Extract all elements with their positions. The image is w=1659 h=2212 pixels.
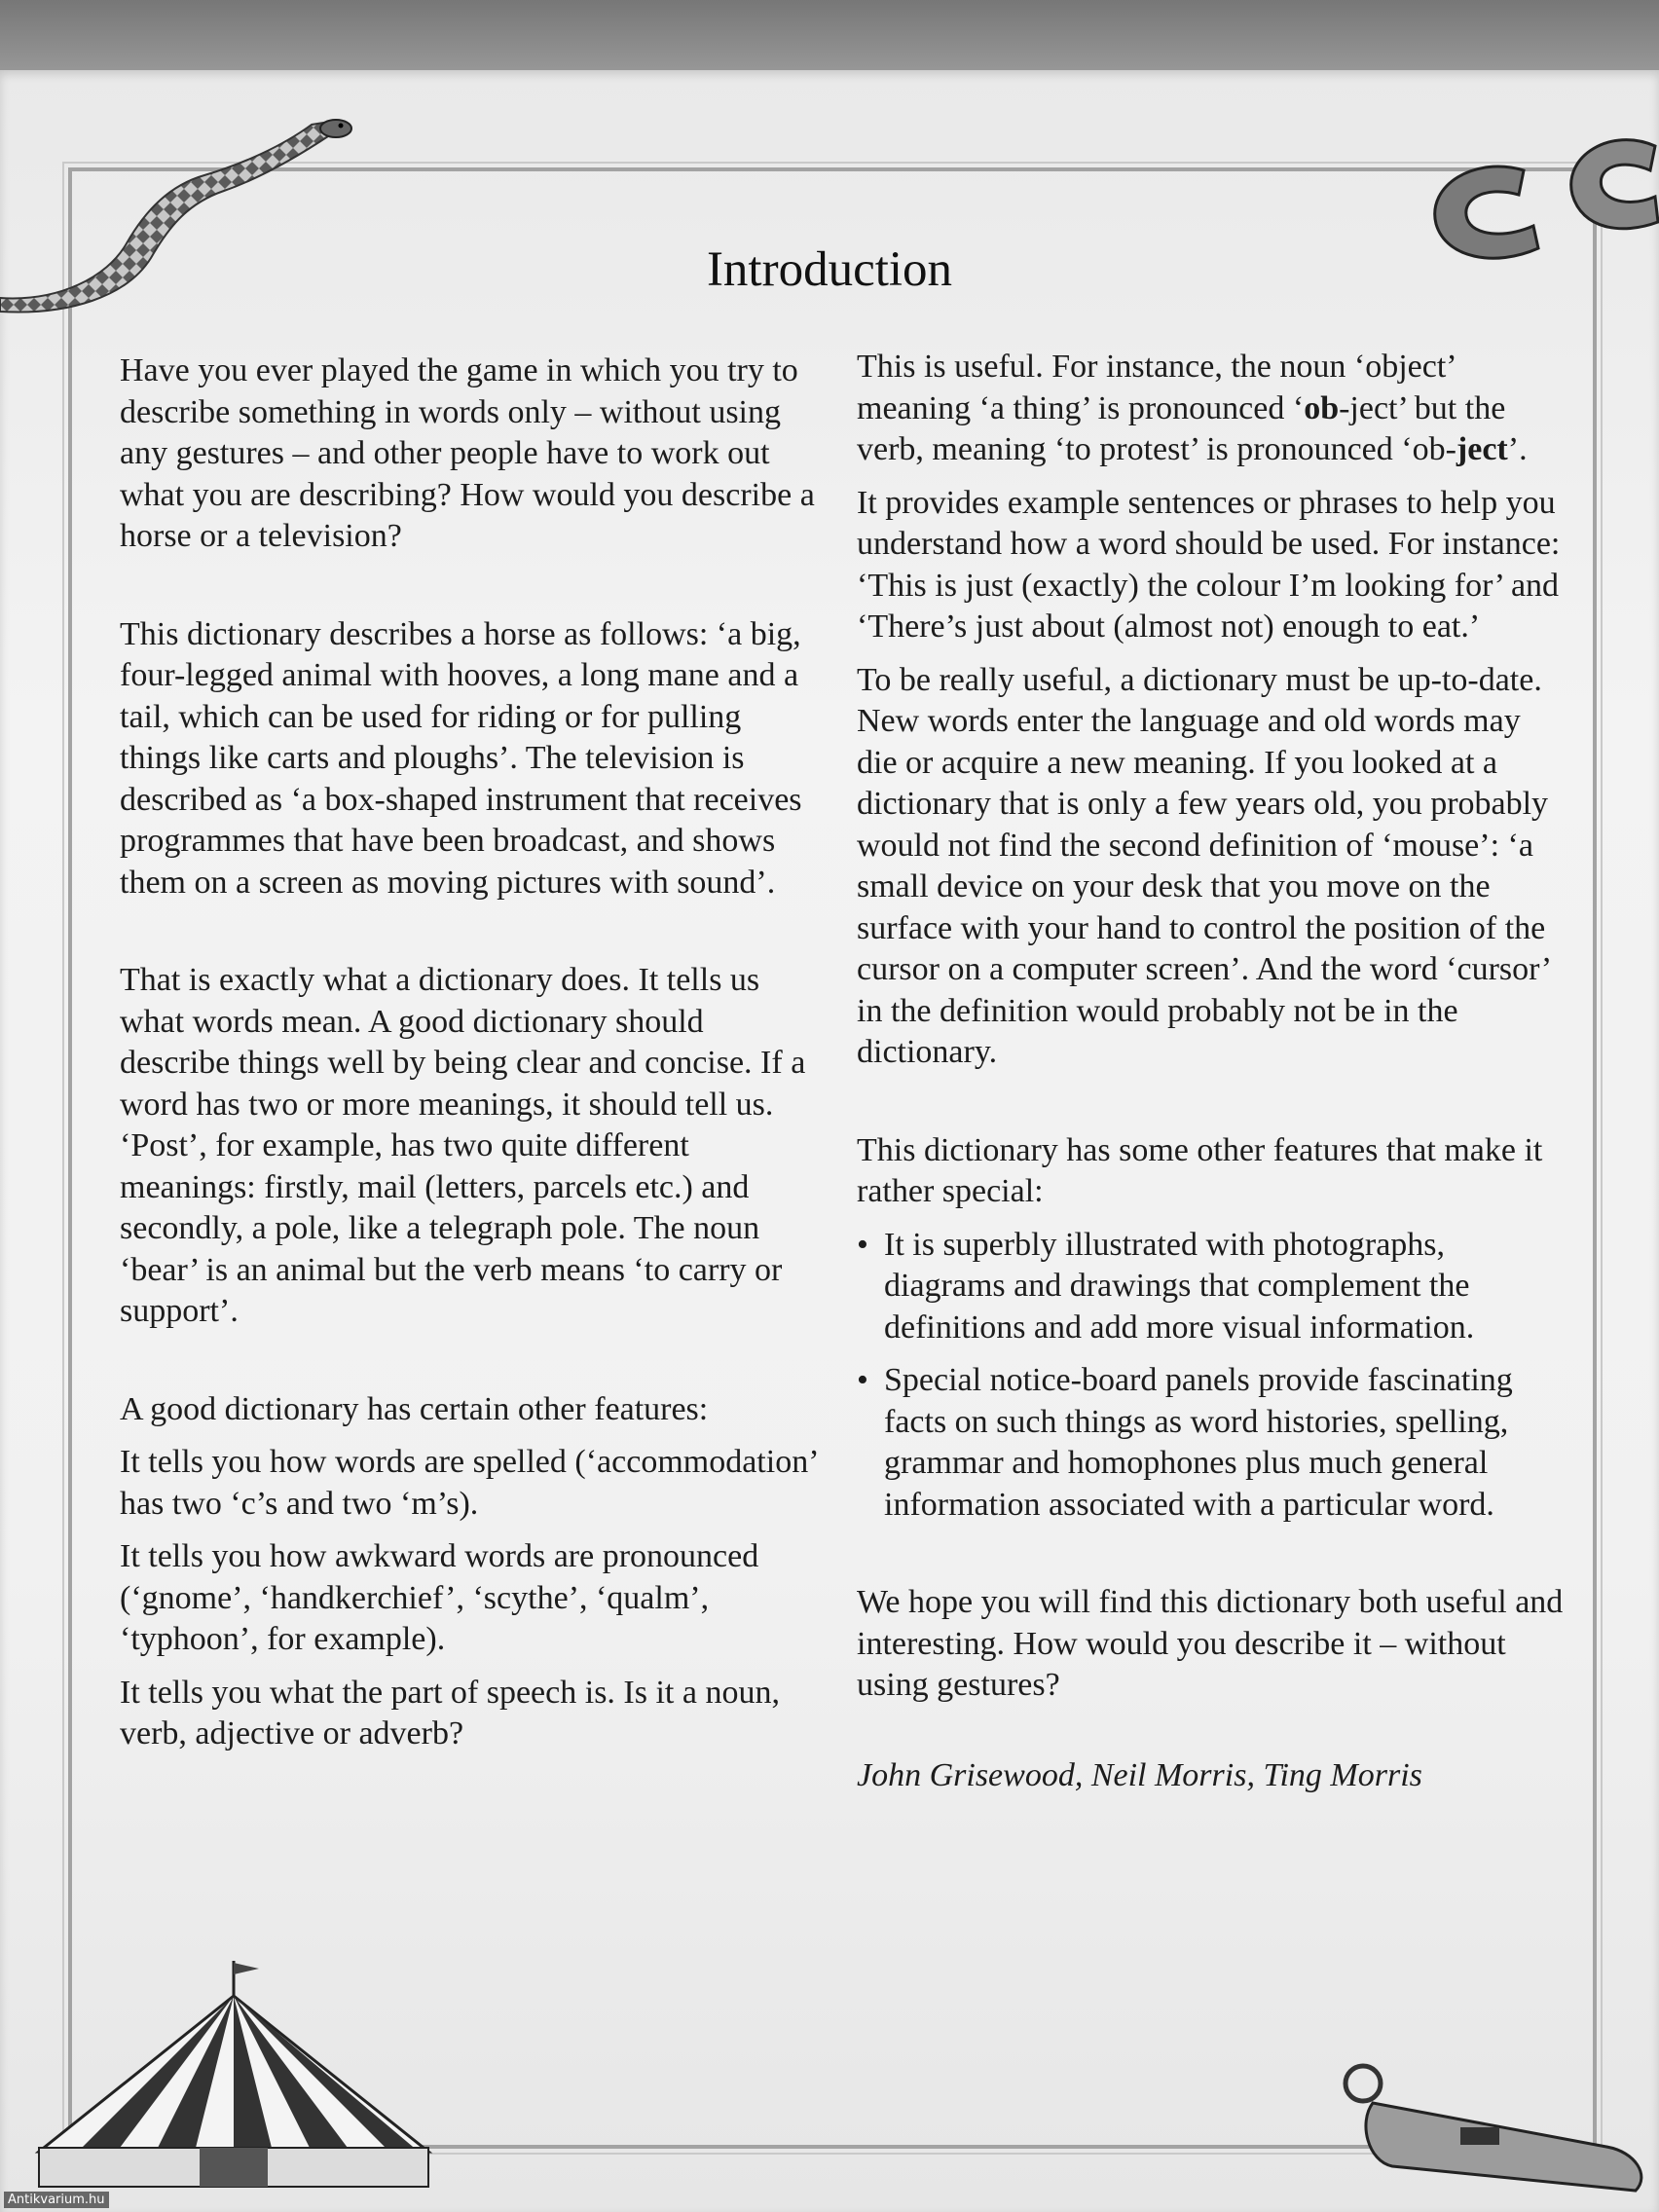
paragraph-other-features: A good dictionary has certain other features: [120,1390,709,1427]
background-top [0,0,1659,78]
signature-authors: John Grisewood, Neil Morris, Ting Morris [857,1756,1422,1793]
paragraph-what-dictionary-does: That is exactly what a dictionary does. It tells us what words mean. A good dictionary should describe things well by being clear and concise. If a word has two or more meanings, it should tell us. ‘Post’, for example, has two quite different meanings: firstly, mail (letters, parcels etc.) and secondly, a pole, like a telegraph pole. The noun ‘bear’ is an animal but the verb means ‘to carry or support’. [120,962,806,1329]
text-fragment: This is useful. For instance, the noun ‘object’ meaning ‘a thing’ is pronounced ‘ [857,349,1456,426]
bold-syllable-ob: ob [1304,389,1340,426]
left-column [120,350,821,1755]
bullet-mark: • [857,1226,868,1263]
bullet-text: It is superbly illustrated with photographs, diagrams and drawings that complement the definitions and add more visual information. [884,1226,1475,1346]
bullet-notice-board [857,1360,1567,1526]
bullet-mark: • [857,1362,868,1398]
paragraph-special-features: This dictionary has some other features that make it rather special: [857,1131,1543,1209]
text-fragment: -ject’ but the verb, meaning ‘to protest’ is pronounced ‘ob- [857,389,1506,467]
text-fragment: ’. [1507,431,1528,467]
paragraph-game: Have you ever played the game in which you try to describe something in words only – without using any gestures – and other people have to work out what you are describing? How would you describe a horse or a television? [120,352,815,554]
whistle-illustration [1314,2054,1659,2200]
paragraph-closing: We hope you will find this dictionary both useful and interesting. How would you describe it – without using gestures? [857,1584,1564,1703]
paragraph-part-of-speech: It tells you what the part of speech is. Is it a noun, verb, adjective or adverb? [120,1674,780,1751]
bold-syllable-ject: ject [1456,431,1508,467]
paragraph-horse-definition: This dictionary describes a horse as follows: ‘a big, four-legged animal with hooves, a long mane and a tail, which can be used for riding or for pulling things like carts and ploughs’. The television is described as ‘a box-shaped instrument that receives programmes that have been broadcast, and shows them on a screen as moving pictures with sound’. [120,615,802,901]
right-column [857,347,1567,1796]
paragraph-up-to-date: To be really useful, a dictionary must be up-to-date. New words enter the language and old words may die or acquire a new meaning. If you looked at a dictionary that is only a few years old, you probably would not find the second definition of ‘mouse’: ‘a small device on your desk that you move on the surface with your hand to control the position of the cursor on a computer screen’. And the word ‘cursor’ in the definition would probably not be in the dictionary. [857,661,1550,1070]
paragraph-pronunciation: It tells you how awkward words are pronounced (‘gnome’, ‘handkerchief’, ‘scythe’, ‘qualm’, ‘typhoon’, for example). [120,1538,759,1657]
bullet-text: Special notice-board panels provide fascinating facts on such things as word histories, spelling, grammar and homophones plus much general information associated with a particular word. [884,1362,1513,1523]
bullet-illustrated [857,1225,1567,1349]
circus-tent-illustration [19,1957,438,2191]
paragraph-spelling: It tells you how words are spelled (‘accommodation’ has two ‘c’s and two ‘m’s). [120,1444,817,1522]
paragraph-example-sentences: It provides example sentences or phrases to help you understand how a word should be used. For instance: ‘This is just (exactly) the colour I’m looking for’ and ‘There’s just about (almost not) enough to eat.’ [857,484,1561,645]
page-title: Introduction [706,242,953,297]
paragraph-useful-object [857,347,1567,471]
watermark-label: Antikvarium.hu [4,2192,109,2208]
